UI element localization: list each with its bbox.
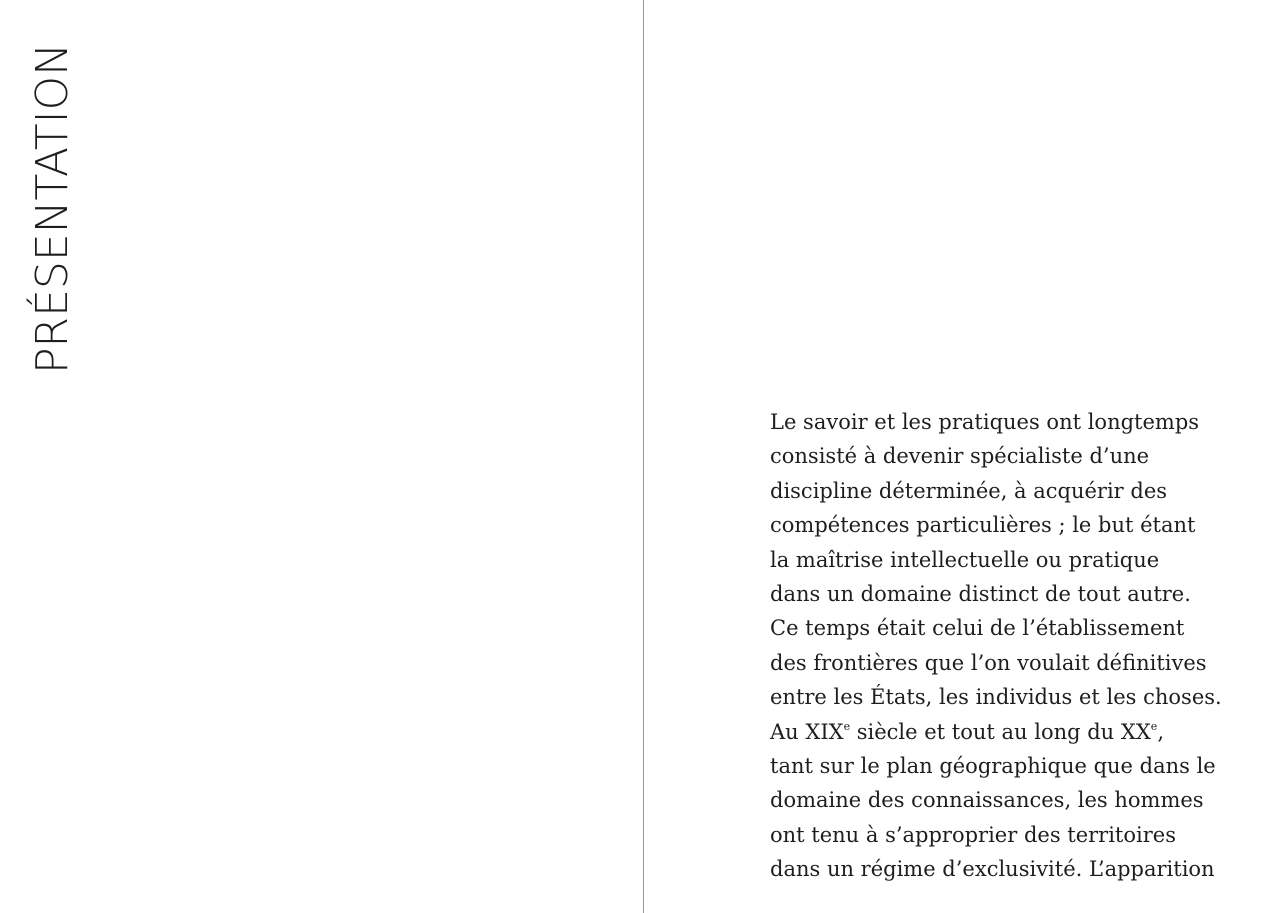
text-line: entre les États, les individus et les choses.: [770, 685, 1222, 710]
text-fragment: siècle et tout au long du XX: [850, 719, 1151, 744]
right-page: [644, 0, 1287, 913]
body-paragraph: [770, 405, 1270, 887]
text-line: tant sur le plan géographique que dans le: [770, 754, 1216, 779]
text-fragment: ,: [1157, 719, 1164, 744]
text-line: ont tenu à s’approprier des territoires: [770, 822, 1176, 847]
text-line: compétences particulières ; le but étant: [770, 513, 1196, 538]
text-line: dans un régime d’exclusivité. L’apparition: [770, 857, 1215, 882]
text-line: consisté à devenir spécialiste d’une: [770, 444, 1150, 469]
left-page: [0, 0, 643, 913]
text-line: dans un domaine distinct de tout autre.: [770, 582, 1191, 607]
text-line: des frontières que l’on voulait définitives: [770, 650, 1207, 675]
text-line: domaine des connaissances, les hommes: [770, 788, 1204, 813]
text-fragment: Au XIX: [770, 719, 844, 744]
text-line: Ce temps était celui de l’établissement: [770, 616, 1185, 641]
superscript: e: [1150, 719, 1158, 733]
superscript: e: [843, 719, 851, 733]
text-line: la maîtrise intellectuelle ou pratique: [770, 547, 1160, 572]
section-title: PRÉSENTATION: [27, 42, 78, 374]
text-line-centuries: [770, 715, 1270, 749]
text-line: discipline déterminée, à acquérir des: [770, 478, 1168, 503]
text-line: Le savoir et les pratiques ont longtemps: [770, 410, 1200, 434]
